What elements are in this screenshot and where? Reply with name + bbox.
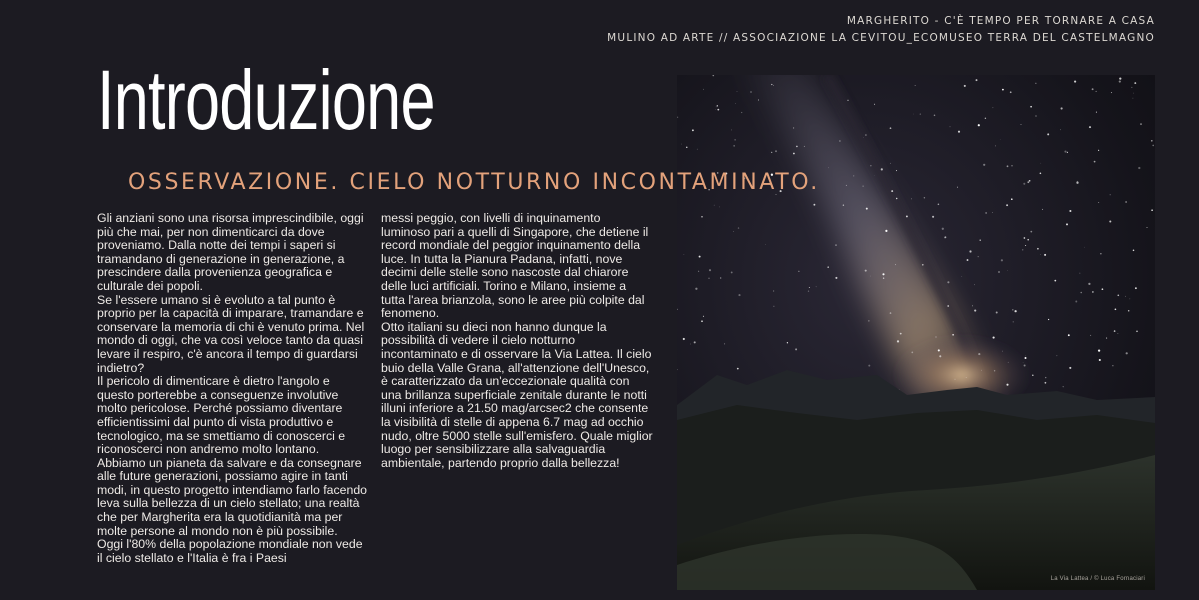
star xyxy=(1025,245,1026,246)
star xyxy=(920,114,921,115)
star xyxy=(1092,88,1094,90)
star xyxy=(1040,254,1041,255)
star xyxy=(1035,115,1036,116)
star xyxy=(708,278,709,279)
star xyxy=(1125,201,1127,203)
star xyxy=(1096,112,1097,113)
star xyxy=(1089,126,1091,128)
star xyxy=(1048,319,1049,320)
star xyxy=(1042,209,1043,210)
star xyxy=(1001,259,1003,261)
header-line-1: MARGHERITO - C'È TEMPO PER TORNARE A CASA xyxy=(846,15,1155,27)
star xyxy=(983,164,985,166)
star xyxy=(735,103,736,104)
star xyxy=(897,340,899,342)
star xyxy=(1117,294,1119,296)
star xyxy=(733,231,734,232)
page-subtitle: OSSERVAZIONE. CIELO NOTTURNO INCONTAMINATO. xyxy=(128,170,820,195)
star xyxy=(1132,98,1133,99)
star xyxy=(1022,249,1023,250)
star xyxy=(1007,165,1009,167)
star xyxy=(1074,81,1076,83)
star xyxy=(798,271,799,272)
star xyxy=(938,204,940,206)
star xyxy=(804,146,805,147)
star xyxy=(738,294,740,296)
star xyxy=(677,117,678,118)
star xyxy=(1061,107,1063,109)
star xyxy=(1024,237,1026,239)
paragraph: Oggi l'80% della popolazione mondiale non vede il cielo stellato e l'Italia è fra i Paesi xyxy=(97,537,363,565)
star xyxy=(978,256,979,257)
star xyxy=(891,190,893,192)
star xyxy=(681,144,682,145)
star xyxy=(1021,124,1022,125)
star xyxy=(738,227,739,228)
star xyxy=(1023,362,1024,363)
star xyxy=(890,127,892,129)
paragraph: Il pericolo di dimenticare è dietro l'angolo e questo porterebbe a conseguenze involutive molto pericolose. Perché possiamo diventare efficientissimi dal punto di vista produttivo e tecnologico, ma se smettiamo di conoscerci e riconoscerci non andremo molto lontano. Abbiamo un pianeta da salvare e da consegnare alle future generazioni, possiamo agire in tanti modi, in questo progetto intendiamo farlo facendo leva sulla bellezza di un cielo stellato; una realtà che per Margherita era la quotidianità ma per molte persone al mondo non è più possibile. xyxy=(97,374,368,538)
star xyxy=(1102,288,1104,290)
star xyxy=(793,127,794,128)
star xyxy=(1054,280,1056,282)
star xyxy=(1010,91,1012,93)
paragraph: Otto italiani su dieci non hanno dunque la possibilità di vedere il cielo notturno incontaminato e di osservare la Via Lattea. Il cielo buio della Valle Grana, all'attenzione dell'Unesco, è caratterizzato da un'eccezionale qualità con una brillanza superficiale zenitale durante le notti illuni inferiore a 21.50 mag/arcsec2 che consente la visibilità di stelle di appena 6.7 mag ad occhio nudo, oltre 5000 stelle sull'emisfero. Quale miglior luogo per sensibilizzare alla salvaguardia ambientale, partendo proprio dalla bellezza! xyxy=(381,319,653,470)
star xyxy=(690,344,691,345)
paragraph: Gli anziani sono una risorsa imprescindibile, oggi più che mai, per non dimenticarci da dove proveniamo. Dalla notte dei tempi i saperi si tramandano di generazione in generazione, a prescindere dalla provenienza geografica e culturale dei popoli. xyxy=(97,211,364,293)
star xyxy=(994,370,995,371)
star xyxy=(954,379,955,380)
star xyxy=(712,75,714,76)
star xyxy=(964,85,966,87)
star xyxy=(981,370,982,371)
star xyxy=(1069,367,1071,369)
star xyxy=(952,334,954,336)
star xyxy=(974,285,975,286)
star xyxy=(717,105,718,106)
star xyxy=(1080,292,1082,294)
page-title: Introduzione xyxy=(97,53,435,147)
star xyxy=(950,126,951,127)
star xyxy=(734,145,735,146)
star xyxy=(944,236,946,238)
star xyxy=(996,312,998,314)
star xyxy=(1098,202,1099,203)
star xyxy=(827,266,829,268)
star xyxy=(922,264,924,266)
star xyxy=(1063,386,1064,387)
star xyxy=(1030,231,1032,233)
star xyxy=(701,320,703,322)
star xyxy=(731,271,733,273)
star xyxy=(896,198,897,199)
star xyxy=(865,270,867,272)
star xyxy=(835,277,837,279)
star xyxy=(1133,93,1134,94)
star xyxy=(715,109,716,110)
star xyxy=(1152,145,1154,147)
star xyxy=(1024,364,1026,366)
star xyxy=(771,152,772,153)
star xyxy=(737,91,738,92)
star xyxy=(890,163,891,164)
star xyxy=(1068,334,1070,336)
star xyxy=(692,129,694,131)
star xyxy=(868,320,869,321)
star xyxy=(724,343,725,344)
star xyxy=(1133,250,1135,252)
star xyxy=(993,107,994,108)
star xyxy=(947,281,949,283)
star xyxy=(969,250,971,252)
star xyxy=(1000,139,1001,140)
star xyxy=(1099,359,1101,361)
star xyxy=(862,185,863,186)
star xyxy=(1011,198,1013,200)
star xyxy=(1044,254,1046,256)
star xyxy=(714,205,715,206)
star xyxy=(835,244,837,246)
star xyxy=(737,368,739,370)
photo-credit: La Via Lattea / © Luca Fornaciari xyxy=(1050,576,1145,582)
star xyxy=(1064,151,1066,153)
star xyxy=(1115,308,1117,310)
star xyxy=(958,131,960,133)
star xyxy=(865,134,867,136)
paragraph: messi peggio, con livelli di inquinamento luminoso pari a quelli di Singapore, che detiene il record mondiale del peggior inquinamento della luce. In tutta la Pianura Padana, infatti, nove decimi delle stelle sono nascoste dal chiarore delle luci artificiali. Torino e Milano, insieme a tutta l'area brianzola, sono le aree più colpite dal fenomeno. xyxy=(381,211,649,321)
star xyxy=(1092,291,1093,292)
star xyxy=(942,228,944,230)
star xyxy=(694,341,696,343)
star xyxy=(1128,310,1130,312)
star xyxy=(1025,356,1026,357)
star xyxy=(787,342,788,343)
star xyxy=(1129,298,1130,299)
star xyxy=(1007,271,1008,272)
star xyxy=(863,137,864,138)
star xyxy=(1067,152,1068,153)
text-column-1 xyxy=(97,212,369,565)
star xyxy=(703,316,704,317)
star xyxy=(1032,374,1034,376)
star xyxy=(1094,161,1096,163)
star xyxy=(1112,365,1113,366)
star xyxy=(911,352,913,354)
star xyxy=(966,377,967,378)
star xyxy=(1002,351,1003,352)
star xyxy=(686,147,687,148)
star xyxy=(1110,194,1111,195)
star xyxy=(699,256,701,258)
star xyxy=(992,212,993,213)
star xyxy=(1119,81,1121,83)
star xyxy=(978,353,980,355)
star xyxy=(773,85,774,86)
star xyxy=(874,104,875,105)
star xyxy=(1011,165,1012,166)
star xyxy=(773,306,774,307)
star xyxy=(962,276,963,277)
star xyxy=(995,145,996,146)
star xyxy=(1138,167,1140,169)
star xyxy=(846,185,847,186)
star xyxy=(980,240,981,241)
star xyxy=(701,216,703,218)
paragraph: Se l'essere umano si è evoluto a tal punto è proprio per la capacità di imparare, tramandare e conservare la memoria di chi è venuto prima. Nel mondo di oggi, che va così veloce tanto da quasi levare il respiro, c'è ancora il tempo di guardarsi indietro? xyxy=(97,292,365,375)
star xyxy=(1132,87,1133,88)
star xyxy=(882,273,884,275)
star xyxy=(915,85,916,86)
star xyxy=(703,89,704,90)
star xyxy=(843,205,844,206)
star xyxy=(684,254,685,255)
star xyxy=(924,197,925,198)
star xyxy=(1027,181,1029,183)
star xyxy=(1096,91,1097,92)
star xyxy=(938,349,940,351)
star xyxy=(741,112,742,113)
star xyxy=(1014,310,1016,312)
star xyxy=(853,175,854,176)
star xyxy=(771,84,772,85)
star xyxy=(750,91,751,92)
star xyxy=(734,139,735,140)
star xyxy=(972,306,973,307)
star xyxy=(1140,123,1141,124)
star xyxy=(1098,349,1100,351)
star xyxy=(993,337,995,339)
star xyxy=(911,199,912,200)
star xyxy=(1126,352,1128,354)
star xyxy=(913,114,914,115)
star xyxy=(967,259,969,261)
star xyxy=(709,269,711,271)
star xyxy=(1106,338,1107,339)
star xyxy=(717,109,719,111)
star xyxy=(1037,248,1039,250)
star xyxy=(978,124,980,126)
star xyxy=(816,286,817,287)
star xyxy=(1075,301,1077,303)
star xyxy=(719,207,720,208)
star xyxy=(758,100,759,101)
star xyxy=(985,118,986,119)
star xyxy=(1035,83,1036,84)
star xyxy=(1045,377,1046,378)
star xyxy=(1012,309,1014,311)
star xyxy=(677,369,678,370)
star xyxy=(847,100,848,101)
star xyxy=(720,277,721,278)
star xyxy=(1041,163,1042,164)
star xyxy=(809,287,810,288)
star xyxy=(1057,355,1058,356)
star xyxy=(697,149,698,150)
star xyxy=(1100,254,1101,255)
star xyxy=(895,264,896,265)
star xyxy=(677,309,678,310)
star xyxy=(775,150,777,152)
star xyxy=(870,165,871,166)
star xyxy=(998,271,999,272)
star xyxy=(1047,133,1049,135)
star xyxy=(1088,283,1090,285)
star xyxy=(1114,330,1116,332)
star xyxy=(698,271,699,272)
star xyxy=(839,140,841,142)
star xyxy=(1098,150,1099,151)
star xyxy=(765,244,766,245)
star xyxy=(890,312,892,314)
star xyxy=(695,288,697,290)
star xyxy=(868,365,870,367)
star xyxy=(773,291,774,292)
star xyxy=(939,355,941,357)
star xyxy=(683,338,685,340)
star xyxy=(881,168,883,170)
star xyxy=(1069,210,1071,212)
star xyxy=(1023,183,1025,185)
star xyxy=(808,291,809,292)
star xyxy=(1084,247,1085,248)
star xyxy=(1111,92,1112,93)
star xyxy=(1006,384,1008,386)
star xyxy=(870,276,871,277)
star xyxy=(1151,140,1153,142)
star xyxy=(1134,82,1136,84)
milky-way-photo xyxy=(677,75,1155,590)
star xyxy=(731,129,732,130)
star xyxy=(1027,239,1029,241)
star xyxy=(1060,129,1061,130)
star xyxy=(1118,333,1119,334)
star xyxy=(947,305,949,307)
star xyxy=(1013,321,1014,322)
star xyxy=(957,187,958,188)
star xyxy=(906,215,908,217)
star xyxy=(935,336,936,337)
star xyxy=(1080,273,1081,274)
star xyxy=(793,153,795,155)
star xyxy=(866,208,868,210)
star xyxy=(974,310,976,312)
star xyxy=(934,115,936,117)
star xyxy=(1040,172,1042,174)
star xyxy=(1045,382,1047,384)
star xyxy=(885,230,887,232)
star xyxy=(1029,180,1031,182)
star xyxy=(883,278,884,279)
star xyxy=(828,167,829,168)
star xyxy=(874,175,875,176)
star xyxy=(1109,220,1111,222)
star xyxy=(1066,223,1068,225)
star xyxy=(1006,204,1008,206)
star xyxy=(813,204,815,206)
star xyxy=(1136,330,1138,332)
star xyxy=(896,170,897,171)
star xyxy=(1030,106,1032,108)
header-line-2: MULINO AD ARTE // ASSOCIAZIONE LA CEVITOU_ECOMUSEO TERRA DEL CASTELMAGNO xyxy=(607,32,1155,44)
star xyxy=(716,107,717,108)
star xyxy=(1125,296,1126,297)
star xyxy=(1024,357,1026,359)
star xyxy=(1135,287,1137,289)
star xyxy=(985,212,986,213)
star xyxy=(796,146,798,148)
text-column-2 xyxy=(381,212,653,470)
star xyxy=(1090,335,1091,336)
star xyxy=(1151,209,1153,211)
photo-illustration xyxy=(677,75,1155,590)
star xyxy=(1147,227,1148,228)
star xyxy=(976,79,978,81)
star xyxy=(1076,182,1078,184)
header xyxy=(607,13,1155,47)
star xyxy=(795,348,797,350)
star xyxy=(932,216,934,218)
star xyxy=(1119,77,1121,79)
star xyxy=(900,333,902,335)
star xyxy=(1008,362,1009,363)
star xyxy=(1002,89,1004,91)
